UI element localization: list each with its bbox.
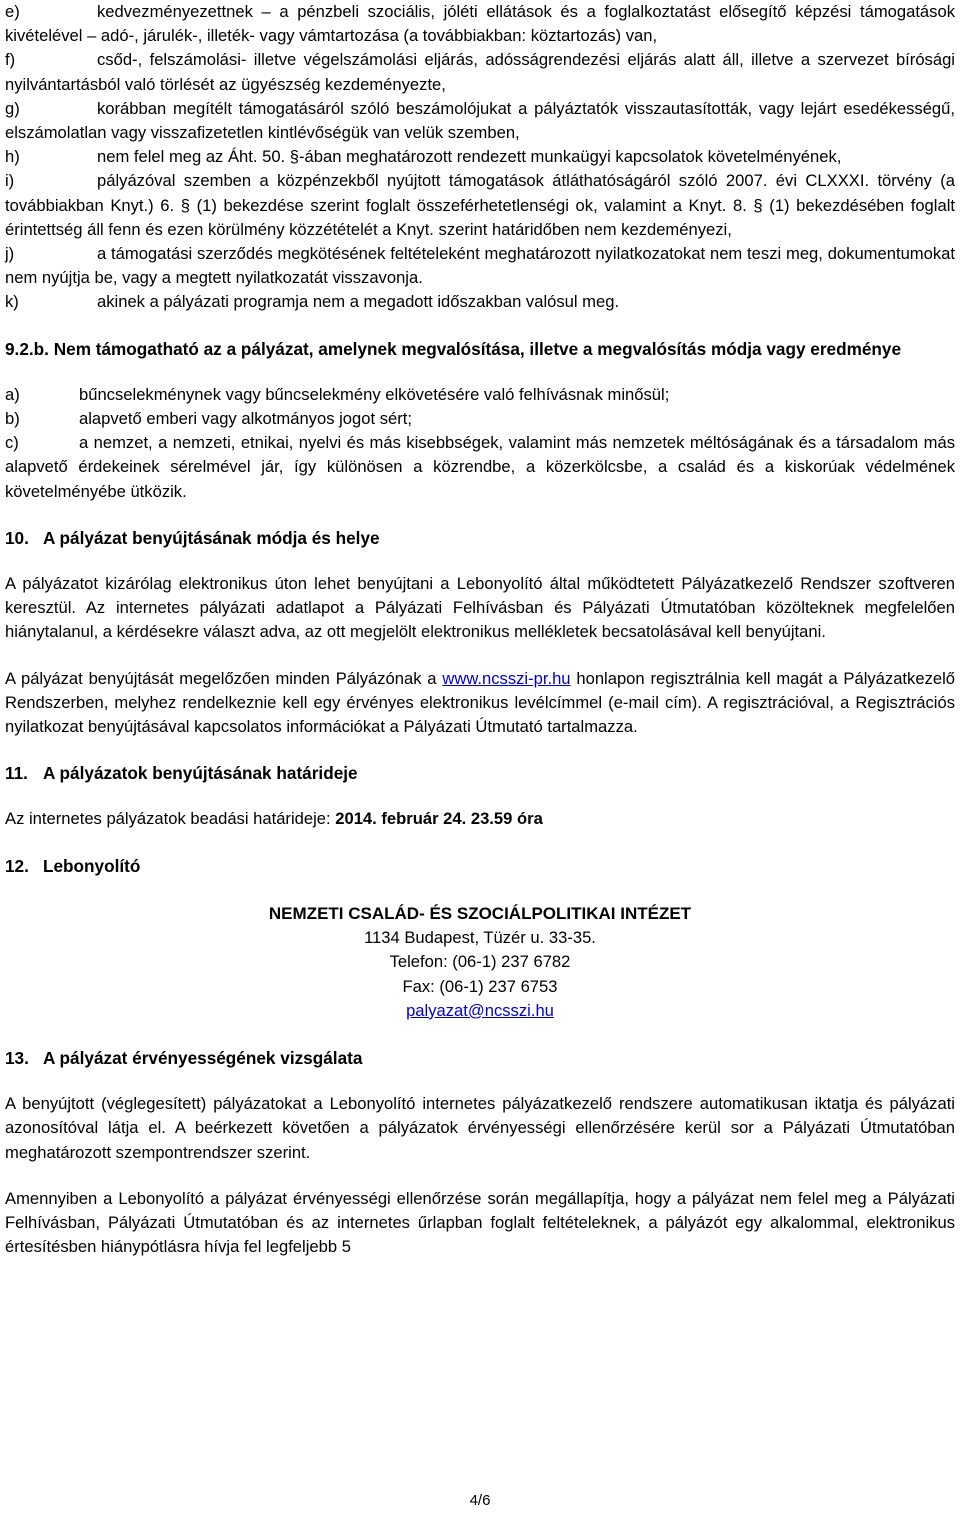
eligibility-list [5, 0, 955, 315]
spacer [5, 739, 955, 761]
list-item-text: pályázóval szemben a közpénzekből nyújtott támogatások átláthatóságáról szóló 2007. évi CLXXXI. törvény (a továbbiakban Knyt.) 6. § (1) bekezdése szerint foglalt összeférhetetlenségi ok, valamint a Knyt. 8. § (1) bekezdésében foglalt érintettség áll fenn és ezen körülmény közzétételét a Knyt. szerint határidőben nem kezdeményezi, [5, 171, 955, 239]
section-number: 13. [5, 1047, 29, 1068]
paragraph [5, 667, 955, 740]
list-item-label: h) [5, 147, 20, 167]
section-title: A pályázat benyújtásának módja és helye [43, 527, 380, 548]
list-item-label: b) [5, 409, 20, 429]
list-item-text: kedvezményezettnek – a pénzbeli szociális, jóléti ellátások és a foglalkoztatást elősegítő képzési támogatások kivételével – adó-, járulék-, illeték- vagy vámtartozása (a továbbiakban: köztartozás) van, [5, 2, 955, 46]
section-heading-10 [5, 526, 955, 550]
spacer [5, 1070, 955, 1092]
document-page [5, 0, 955, 1259]
spacer [5, 785, 955, 807]
paragraph-text: A pályázat benyújtását megelőzően minden Pályázónak a [5, 668, 443, 688]
section-number: 12. [5, 855, 29, 876]
section-title: A pályázatok benyújtásának határideje [43, 763, 358, 784]
street-address: 1134 Budapest, Tüzér u. 33-35. [364, 928, 596, 948]
list-item-label: j) [5, 244, 15, 264]
list-item-label: c) [5, 433, 19, 453]
list-item-text: csőd-, felszámolási- illetve végelszámolási eljárás, adósságrendezési eljárás alatt áll, illetve a szervezet bírósági nyilvántartásból való törlését az ügyészség kezdeményezte, [5, 50, 955, 94]
section-title: A pályázat érvényességének vizsgálata [43, 1047, 363, 1068]
list-item [5, 48, 955, 96]
deadline-label: Az internetes pályázatok beadási határideje: [5, 809, 336, 829]
section-heading-13 [5, 1046, 955, 1070]
spacer [5, 1165, 955, 1187]
list-item-label: g) [5, 98, 20, 118]
paragraph: Amennyiben a Lebonyolító a pályázat érvényességi ellenőrzése során megállapítja, hogy a pályázat nem felel meg a Pályázati Felhívásban, Pályázati Útmutatóban és az internetes űrlapban foglalt feltételeknek, a pályázót egy alkalommal, elektronikus értesítésben hiánypótlásra hívja fel legfeljebb 5 [5, 1188, 955, 1257]
list-item-text: korábban megítélt támogatásáról szóló beszámolójukat a pályáztatók visszautasították, vagy lejárt esedékességű, elszámolatlan vagy visszafizetetlen kintlévőségük van velük szemben, [5, 98, 955, 143]
list-item-text: bűncselekménynek vagy bűncselekmény elkövetésére való felhívásnak minősül; [79, 384, 670, 404]
list-item [5, 169, 955, 242]
section-number: 10. [5, 527, 29, 548]
paragraph: A benyújtott (véglegesített) pályázatokat a Lebonyolító internetes pályázatkezelő rendszere automatikusan iktatja és pályázati azonosítóval látja el. A beérkezett követően a pályázatok érvényességi ellenőrzésére kerül sor a Pályázati Útmutatóban meghatározott szempontrendszer szerint. [5, 1094, 955, 1162]
list-item-text: alapvető emberi vagy alkotmányos jogot sért; [79, 409, 412, 429]
list-item [5, 290, 955, 314]
section-number: 11. [5, 763, 28, 784]
list-item-text: a nemzet, a nemzeti, etnikai, nyelvi és más kisebbségek, valamint más nemzetek méltóságának és a társadalom más alapvető érdekeinek sérelmével jár, így különösen a közrendbe, a közerkölcsbe, a család és a kiskorúak védelmének követelményébe ütközik. [5, 433, 955, 501]
fax-number: Fax: (06-1) 237 6753 [402, 976, 558, 996]
list-item [5, 0, 955, 48]
deadline-line [5, 807, 955, 831]
list-item-text: nem felel meg az Áht. 50. §-ában meghatározott rendezett munkaügyi kapcsolatok követelményének, [97, 147, 842, 167]
paragraph-text: honlapon regisztrálnia kell magát a Pályázatkezelő Rendszerben, melyhez rendelkeznie kell egy érvényes elektronikus levélcímmel (e-mail cím). A regisztrációval, a Regisztrációs nyilatkozat benyújtásával kapcsolatos információkat a Pályázati Útmutató tartalmazza. [5, 668, 956, 737]
section-heading-9-2-b: 9.2.b. Nem támogatható az a pályázat, amelynek megvalósítása, illetve a megvalósítás módja vagy eredménye [5, 338, 902, 359]
website-link[interactable]: www.ncsszi-pr.hu [442, 668, 571, 688]
spacer [5, 832, 955, 854]
page-number: 4/6 [469, 1492, 491, 1509]
list-item-label: k) [5, 292, 19, 312]
phone-number: Telefon: (06-1) 237 6782 [389, 952, 571, 972]
spacer [5, 645, 955, 667]
spacer [5, 361, 955, 383]
organizer-address-block [5, 902, 955, 1023]
list-item-text: a támogatási szerződés megkötésének feltételeként meghatározott nyilatkozatokat nem teszi meg, dokumentumokat nem nyújtja be, vagy a megtett nyilatkozatát visszavonja. [5, 244, 955, 288]
not-supported-list [5, 383, 955, 504]
organization-name: NEMZETI CSALÁD- ÉS SZOCIÁLPOLITIKAI INTÉZET [268, 903, 692, 923]
list-item-label: a) [5, 384, 20, 404]
list-item [5, 383, 955, 407]
list-item [5, 242, 955, 290]
email-link[interactable]: palyazat@ncsszi.hu [406, 1000, 554, 1020]
list-item [5, 145, 955, 169]
paragraph: A pályázatot kizárólag elektronikus úton lehet benyújtani a Lebonyolító által működtetett Pályázatkezelő Rendszer szoftveren keresztül. Az internetes pályázati adatlapot a Pályázati Felhívásban és Pályázati Útmutatóban közölteknek megfelelően hiánytalanul, a kérdésekre választ adva, az ott megjelölt elektronikus mellékletek becsatolásával kell benyújtani. [5, 574, 955, 642]
spacer [5, 504, 955, 526]
section-title: Lebonyolító [43, 855, 141, 876]
spacer [5, 1023, 955, 1046]
list-item-label: i) [5, 171, 15, 191]
list-item-label: e) [5, 2, 20, 21]
section-heading-12 [5, 854, 955, 878]
list-item [5, 97, 955, 145]
section-heading-11 [5, 761, 955, 785]
spacer [5, 550, 955, 572]
list-item-label: f) [5, 50, 16, 70]
spacer [5, 878, 955, 902]
list-item [5, 407, 955, 431]
list-item [5, 431, 955, 504]
deadline-value: 2014. február 24. 23.59 óra [335, 809, 543, 829]
list-item-text: akinek a pályázati programja nem a megadott időszakban valósul meg. [97, 292, 620, 312]
spacer [5, 315, 955, 337]
